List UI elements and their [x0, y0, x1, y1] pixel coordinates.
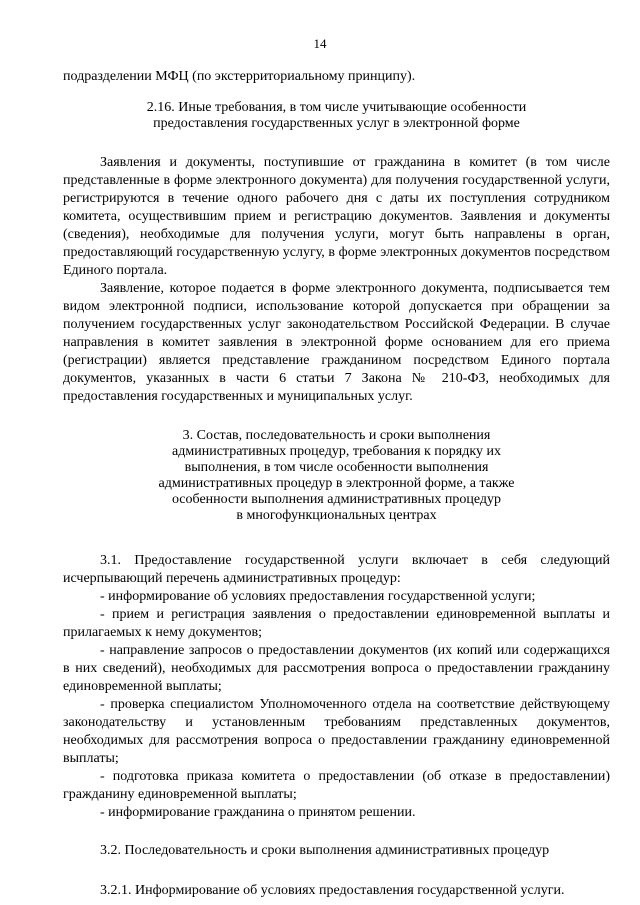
procedure-item: - информирование об условиях предоставления государственной услуги;: [100, 589, 536, 604]
paragraph: Заявление, которое подается в форме электронного документа, подписывается тем видом электронной подписи, использование которой допускается при обращении за получением государственных услуг законодательством Российской Федерации. В случае направления в комитет заявления в электронной форме основанием для его приема (регистрации) является представление гражданином посредством Единого портала документов, указанных в части 6 статьи 7 Закона № 210-ФЗ, необходимых для предоставления государственных и муниципальных услуг.: [63, 281, 610, 404]
heading-line: административных процедур в электронной форме, а также: [158, 476, 515, 491]
heading-line: предоставления государственных услуг в электронной форме: [153, 116, 520, 131]
document-body: [63, 68, 610, 900]
heading-line: 2.16. Иные требования, в том числе учитывающие особенности: [146, 100, 527, 115]
procedure-item: - прием и регистрация заявления о предоставлении единовременной выплаты и прилагаемых к нему документов;: [63, 607, 610, 640]
page-number: 14: [313, 36, 327, 51]
paragraph-3-1: 3.1. Предоставление государственной услуги включает в себя следующий исчерпывающий перечень административных процедур:: [63, 553, 610, 586]
procedure-item: - информирование гражданина о принятом решении.: [100, 805, 416, 820]
heading-line: выполнения, в том числе особенности выполнения: [184, 460, 489, 475]
opening-line: подразделении МФЦ (по экстерриториальному принципу).: [63, 69, 416, 84]
procedure-item: - направление запросов о предоставлении документов (их копий или содержащихся в них сведений), необходимых для рассмотрения вопроса о предоставлении гражданину единовременной выплаты;: [63, 643, 610, 694]
procedure-item: - проверка специалистом Уполномоченного отдела на соответствие действующему законодательству и установленным требованиям представленных документов, необходимых для рассмотрения вопроса о предоставлении гражданину единовременной выплаты;: [63, 697, 610, 766]
paragraph-3-2: 3.2. Последовательность и сроки выполнения административных процедур: [100, 843, 550, 858]
heading-line: в многофункциональных центрах: [236, 508, 437, 523]
heading-line: 3. Состав, последовательность и сроки выполнения: [182, 428, 491, 443]
section-3-heading: [63, 428, 610, 524]
paragraph: Заявления и документы, поступившие от гражданина в комитет (в том числе представленные в форме электронного документа) для получения государственной услуги, регистрируются в течение одного рабочего дня с даты их поступления сотрудником комитета, осуществившим прием и регистрацию документов. Заявления и документы (сведения), необходимые для получения услуги, могут быть направлены в орган, предоставляющий государственную услугу, в форме электронных документов посредством Единого портала.: [63, 155, 610, 278]
paragraph-3-2-1: 3.2.1. Информирование об условиях предоставления государственной услуги.: [100, 883, 565, 898]
procedure-item: - подготовка приказа комитета о предоставлении (об отказе в предоставлении) гражданину единовременной выплаты;: [63, 769, 610, 802]
section-2-16-heading: [63, 100, 610, 132]
heading-line: особенности выполнения административных процедур: [171, 492, 502, 507]
heading-line: административных процедур, требования к порядку их: [172, 444, 501, 459]
